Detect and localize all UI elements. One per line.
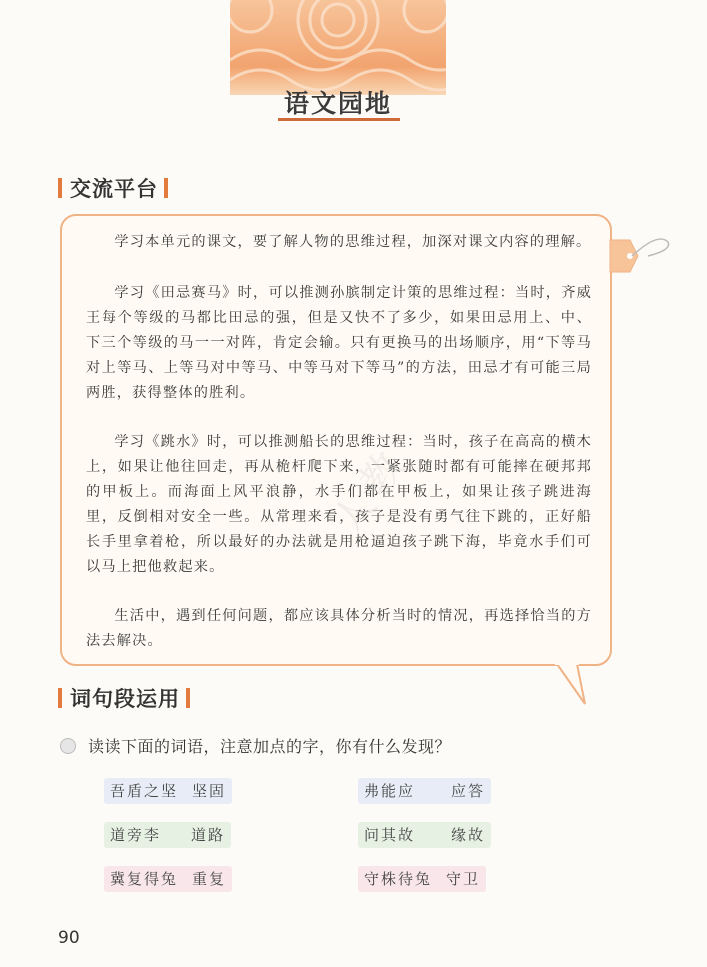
word-right: 重复	[192, 870, 227, 888]
word-left: 问其故	[364, 826, 416, 844]
passage-paragraph-2: 学习《田忌赛马》时，可以推测孙膑制定计策的思维过程：当时，齐威王每个等级的马都比田忌的强，但是又快不了多少，如果田忌用上、中、下三个等级的马一一对阵，肯定会输。只有更换马的出场顺序，用“下等马对上等马、上等马对中等马、中等马对下等马”的方法，田忌才有可能三局两胜，获得整体的胜利。	[86, 285, 592, 401]
page-title: 语文园地	[283, 89, 392, 118]
word-chip	[104, 822, 231, 848]
page-number: 90	[58, 928, 80, 948]
question-1	[60, 734, 451, 757]
word-chip	[104, 866, 232, 892]
bookmark-tag-icon	[608, 236, 672, 280]
word-left: 道旁李	[110, 826, 162, 844]
word-chip	[104, 778, 232, 804]
question-text: 读读下面的词语，注意加点的字，你有什么发现？	[88, 737, 452, 756]
word-left: 吾盾之坚	[110, 782, 179, 800]
word-chip	[358, 778, 491, 804]
heading-bar-left	[58, 688, 62, 708]
heading-bar-left	[58, 178, 62, 198]
section-heading-words	[58, 682, 190, 714]
speech-tail-icon	[555, 660, 595, 710]
passage-paragraph-4: 生活中，遇到任何问题，都应该具体分析当时的情况，再选择恰当的方法去解决。	[86, 608, 592, 649]
banner-pattern-icon	[230, 0, 446, 95]
passage-paragraph-3: 学习《跳水》时，可以推测船长的思维过程：当时，孩子在高高的横木上，如果让他往回走，再从桅杆爬下来，一紧张随时都有可能摔在硬邦邦的甲板上。而海面上风平浪静，水手们都在甲板上，如果让孩子跳进海里，反倒相对安全一些。从常理来看，孩子是没有勇气往下跳的，正好船长手里拿着枪，所以最好的办法就是用枪逼迫孩子跳下海，毕竟水手们可以马上把他救起来。	[86, 434, 592, 575]
title-underline	[278, 118, 400, 121]
word-left: 弗能应	[364, 782, 416, 800]
section-title: 词句段运用	[70, 687, 180, 711]
word-left: 守株待兔	[364, 870, 433, 888]
heading-bar-right	[186, 688, 190, 708]
section-title: 交流平台	[70, 177, 158, 201]
word-left: 冀复得兔	[110, 870, 179, 888]
word-right: 道路	[191, 826, 226, 844]
section-heading-exchange	[58, 172, 168, 204]
word-right: 守卫	[446, 870, 481, 888]
word-right: 坚固	[192, 782, 227, 800]
word-chip	[358, 866, 486, 892]
word-chip	[358, 822, 491, 848]
passage-paragraph-1: 学习本单元的课文，要了解人物的思维过程，加深对课文内容的理解。	[114, 234, 592, 250]
word-right: 缘故	[451, 826, 486, 844]
watermark: 人教	[322, 438, 418, 545]
heading-bar-right	[164, 178, 168, 198]
header-banner	[230, 0, 446, 95]
word-right: 应答	[451, 782, 486, 800]
question-number-icon	[60, 738, 76, 754]
